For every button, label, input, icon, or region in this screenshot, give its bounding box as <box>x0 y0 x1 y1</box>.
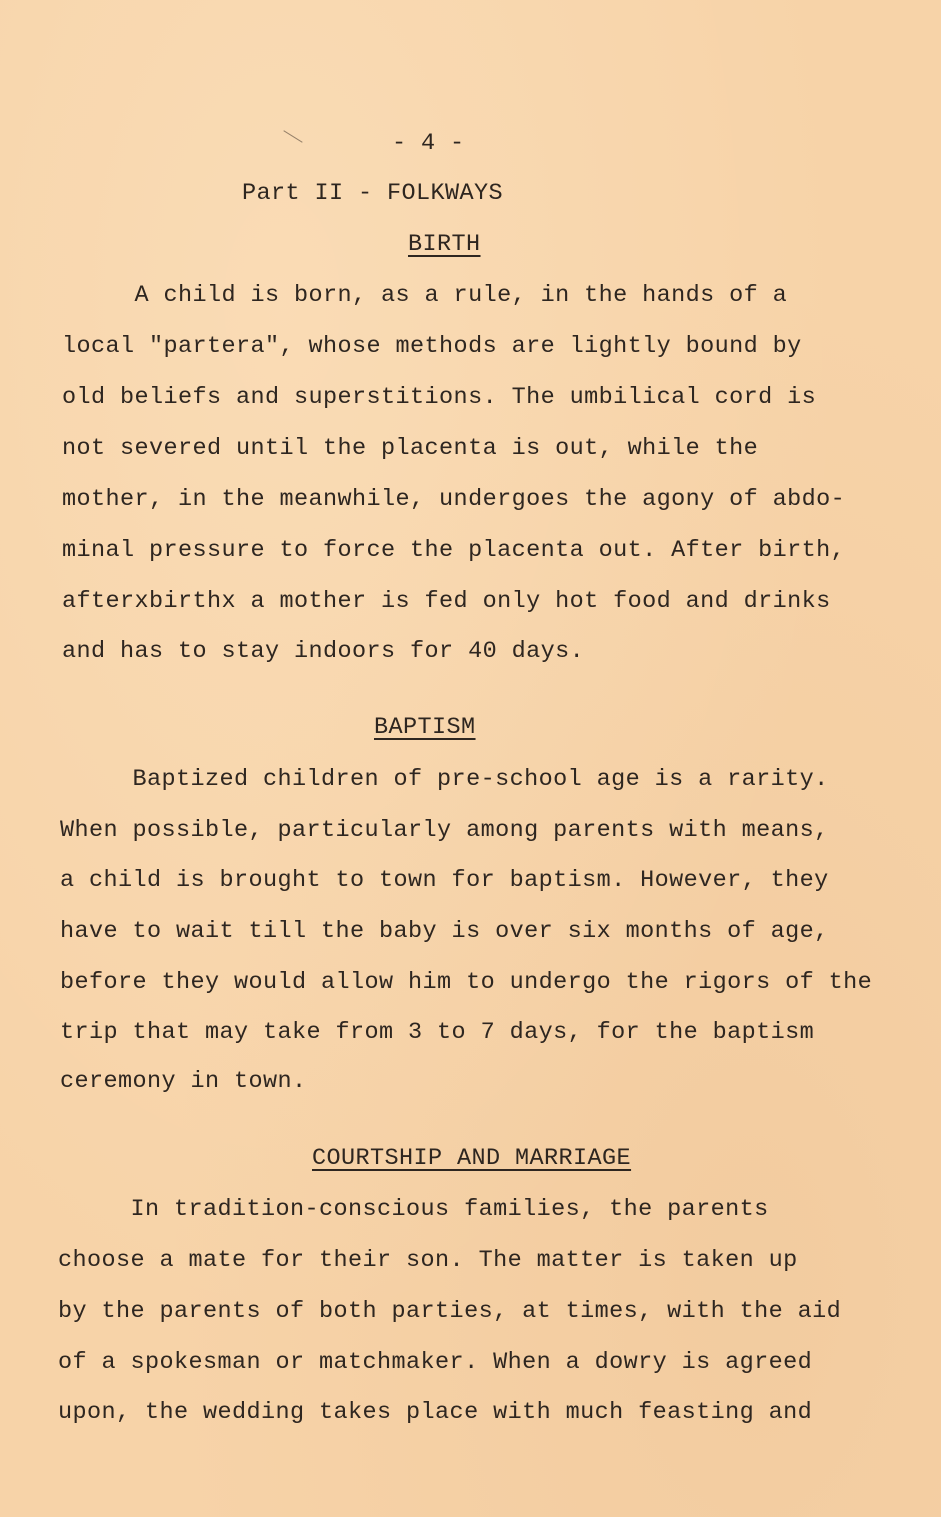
baptism-paragraph-line: a child is brought to town for baptism. However, they <box>60 867 829 894</box>
birth-paragraph-line: A child is born, as a rule, in the hands of a <box>62 282 788 309</box>
courtship-paragraph-line: upon, the wedding takes place with much feasting and <box>58 1399 813 1426</box>
section-heading-baptism: BAPTISM <box>374 714 476 741</box>
birth-paragraph-line: not severed until the placenta is out, while the <box>62 435 759 462</box>
section-heading-courtship: COURTSHIP AND MARRIAGE <box>312 1145 632 1172</box>
baptism-paragraph-line: Baptized children of pre-school age is a rarity. <box>60 766 829 793</box>
section-heading-birth: BIRTH <box>408 231 481 258</box>
birth-paragraph-line: mother, in the meanwhile, undergoes the agony of abdo- <box>62 486 846 513</box>
courtship-paragraph-line: by the parents of both parties, at times, with the aid <box>58 1298 842 1325</box>
page-number: - 4 - <box>392 130 465 157</box>
birth-paragraph-line: and has to stay indoors for 40 days. <box>62 638 585 665</box>
baptism-paragraph-line: trip that may take from 3 to 7 days, for the baptism <box>60 1019 815 1046</box>
courtship-paragraph-line: of a spokesman or matchmaker. When a dowry is agreed <box>58 1349 813 1376</box>
birth-paragraph-line: afterxbirthx a mother is fed only hot food and drinks <box>62 588 831 615</box>
birth-paragraph-line: local "partera", whose methods are lightly bound by <box>62 333 802 360</box>
stray-pencil-mark <box>283 130 302 143</box>
baptism-paragraph-line: When possible, particularly among parents with means, <box>60 817 829 844</box>
part-title: Part II - FOLKWAYS <box>242 180 504 207</box>
birth-paragraph-line: minal pressure to force the placenta out. After birth, <box>62 537 846 564</box>
baptism-paragraph-line: ceremony in town. <box>60 1068 307 1095</box>
baptism-paragraph-line: have to wait till the baby is over six months of age, <box>60 918 829 945</box>
courtship-paragraph-line: choose a mate for their son. The matter is taken up <box>58 1247 798 1274</box>
courtship-paragraph-line: In tradition-conscious families, the parents <box>58 1196 769 1223</box>
baptism-paragraph-line: before they would allow him to undergo the rigors of the <box>60 969 873 996</box>
birth-paragraph-line: old beliefs and superstitions. The umbilical cord is <box>62 384 817 411</box>
